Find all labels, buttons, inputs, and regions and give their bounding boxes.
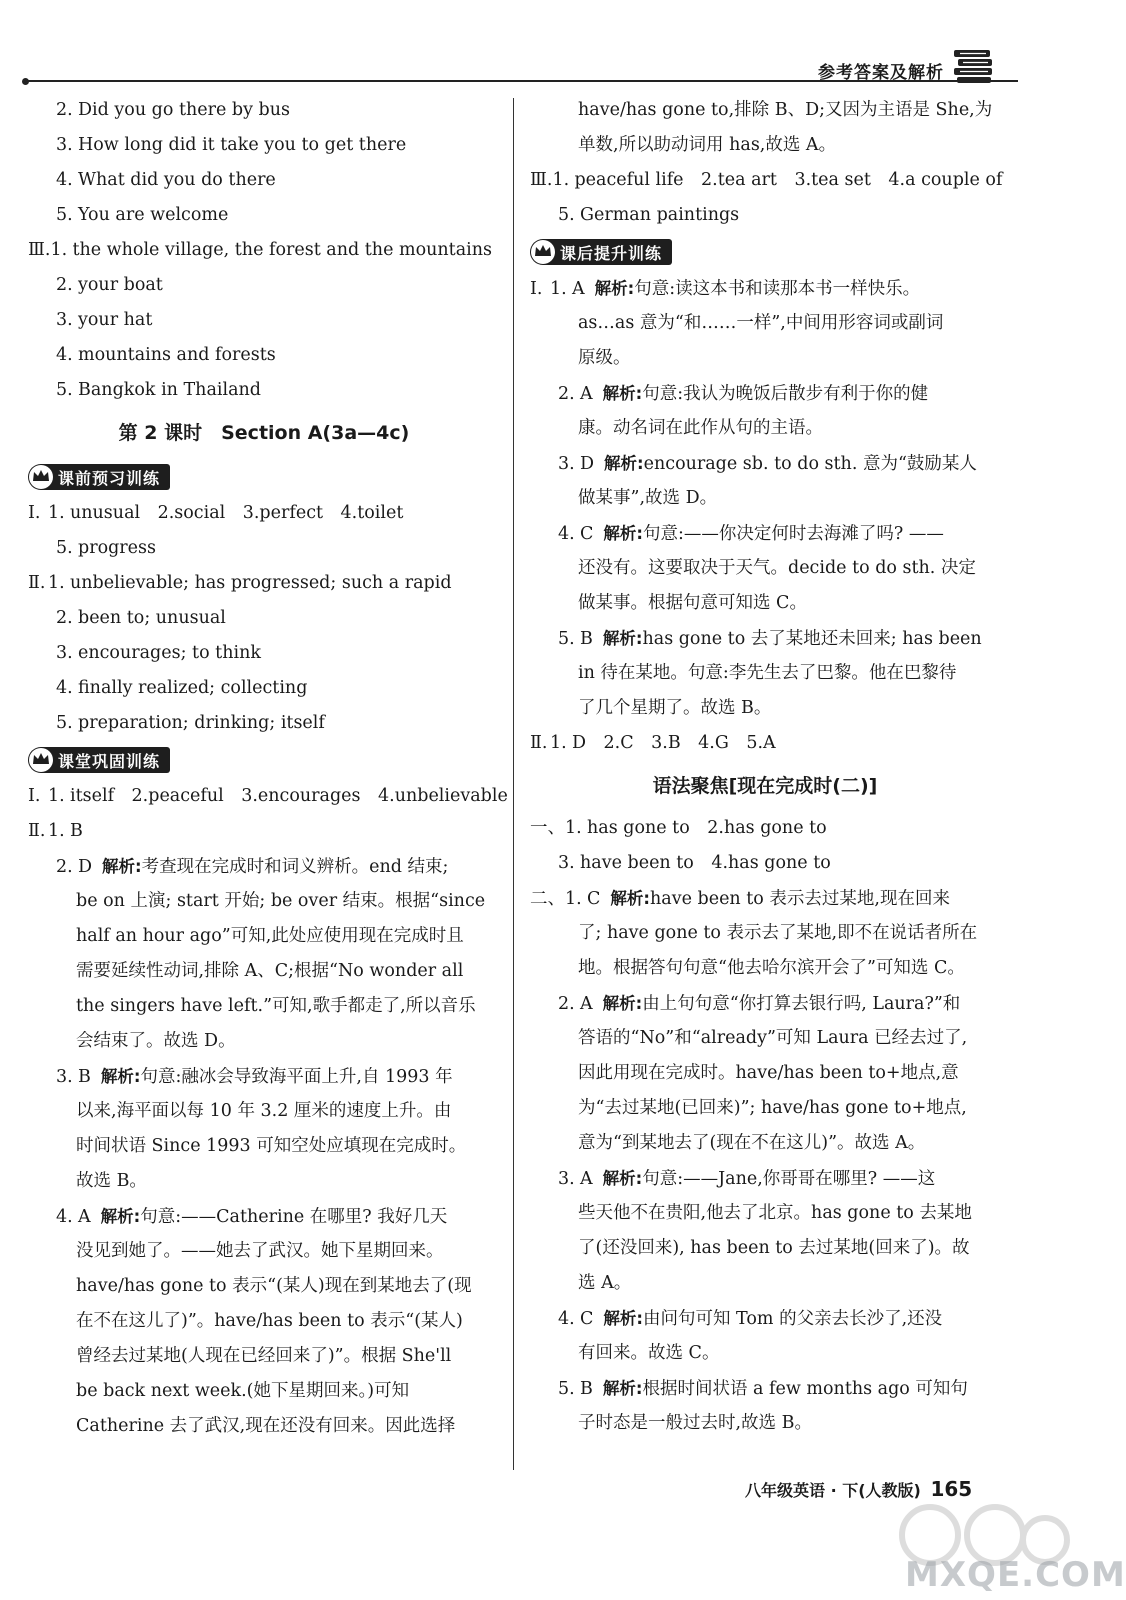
answer-item bbox=[28, 303, 500, 338]
analysis-label: 解析: bbox=[602, 629, 643, 648]
banner-text: 课前预习训练 bbox=[58, 468, 161, 488]
item-number: 4. bbox=[558, 524, 575, 544]
item-number: 3. bbox=[56, 135, 73, 155]
answer-item bbox=[530, 846, 1000, 881]
answer-item bbox=[28, 566, 500, 601]
item-number: 1. bbox=[550, 733, 567, 753]
answer-item bbox=[530, 726, 1000, 761]
answer-text: mountains and forests bbox=[78, 345, 276, 365]
item-number: 3. bbox=[56, 643, 73, 663]
answer-text: German paintings bbox=[580, 205, 740, 225]
section-numeral: Ⅰ. bbox=[28, 503, 41, 523]
answer-continuation: be back next week.(她下星期回来。)可知 bbox=[76, 1381, 410, 1401]
answer-item bbox=[530, 1161, 1000, 1196]
item-number: 3. bbox=[56, 310, 73, 330]
answer-continuation: 会结束了。故选 D。 bbox=[76, 1031, 236, 1051]
answer-continuation: the singers have left.”可知,歌手都走了,所以音乐 bbox=[76, 996, 476, 1016]
item-number: 4. bbox=[56, 345, 73, 365]
answer-continuation: 故选 B。 bbox=[76, 1171, 147, 1191]
item-number: 2. bbox=[56, 275, 73, 295]
section-numeral: Ⅲ. bbox=[530, 170, 553, 190]
answer-text: progress bbox=[78, 538, 156, 558]
answer-continuation: Catherine 去了武汉,现在还没有回来。因此选择 bbox=[76, 1416, 456, 1436]
answer-continuation: 了几个星期了。故选 B。 bbox=[578, 698, 772, 718]
answer-continuation: 做某事”,故选 D。 bbox=[578, 488, 718, 508]
banner-text: 课堂巩固训练 bbox=[58, 751, 161, 771]
answer-item bbox=[530, 811, 1000, 846]
crown-icon bbox=[530, 239, 556, 265]
item-number: 2. bbox=[56, 857, 73, 877]
answer-text: Bangkok in Thailand bbox=[78, 380, 261, 400]
answer-item bbox=[28, 636, 500, 671]
answer-text: unbelievable; has progressed; such a rapid bbox=[70, 573, 452, 593]
item-number: 5. bbox=[558, 629, 575, 649]
section-title: 语法聚焦[现在完成时(二)] bbox=[652, 775, 878, 797]
answer-text: How long did it take you to get there bbox=[78, 135, 407, 155]
analysis-text: 由上句句意“你打算去银行吗, Laura?”和 bbox=[642, 994, 961, 1014]
item-number: 1. bbox=[48, 821, 65, 841]
answer-text: has gone to 2.has gone to bbox=[587, 818, 827, 838]
item-number: 1. bbox=[550, 279, 567, 299]
answer-continuation: 做某事。根据句意可知选 C。 bbox=[578, 593, 807, 613]
section-banner bbox=[530, 233, 1000, 271]
item-number: 3. bbox=[558, 853, 575, 873]
analysis-label: 解析: bbox=[610, 889, 650, 908]
answer-text: D bbox=[580, 454, 595, 474]
answer-item bbox=[530, 376, 1000, 411]
answer-item bbox=[28, 233, 500, 268]
crown-icon bbox=[28, 747, 54, 773]
analysis-label: 解析: bbox=[603, 1309, 643, 1328]
section-title: 第 2 课时 Section A(3a—4c) bbox=[118, 422, 410, 444]
item-number: 3. bbox=[56, 1067, 73, 1087]
answer-item bbox=[530, 881, 1000, 916]
header-title: 参考答案及解析 bbox=[818, 63, 944, 83]
watermark-text: MXQE.COM bbox=[905, 1555, 1126, 1595]
analysis-label: 解析: bbox=[602, 384, 643, 403]
answer-continuation: 在不在这儿了)”。have/has been to 表示“(某人) bbox=[76, 1311, 463, 1331]
answer-item bbox=[28, 1059, 500, 1094]
item-number: 4. bbox=[56, 678, 73, 698]
analysis-label: 解析: bbox=[594, 279, 635, 298]
answer-text: your boat bbox=[78, 275, 163, 295]
answer-item bbox=[28, 671, 500, 706]
item-number: 4. bbox=[56, 1207, 73, 1227]
analysis-label: 解析: bbox=[102, 857, 142, 876]
item-number: 1. bbox=[552, 170, 570, 190]
answer-continuation: be on 上演; start 开始; be over 结束。根据“since bbox=[76, 891, 486, 911]
answer-text: Did you go there by bus bbox=[78, 100, 290, 120]
answer-item bbox=[530, 986, 1000, 1021]
item-number: 1. bbox=[48, 503, 65, 523]
banner-label-box bbox=[28, 464, 170, 490]
analysis-label: 解析: bbox=[602, 994, 643, 1013]
answer-text: encourages; to think bbox=[78, 643, 261, 663]
answer-continuation: 以来,海平面以每 10 年 3.2 厘米的速度上升。由 bbox=[76, 1101, 452, 1121]
section-numeral: Ⅱ. bbox=[28, 573, 46, 593]
section-numeral: Ⅱ. bbox=[530, 733, 548, 753]
answer-continuation: 康。动名词在此作从句的主语。 bbox=[578, 418, 823, 438]
answer-text: You are welcome bbox=[78, 205, 229, 225]
answer-text: your hat bbox=[78, 310, 153, 330]
answer-text: B bbox=[580, 1379, 593, 1399]
answer-continuation: 没见到她了。——她去了武汉。她下星期回来。 bbox=[76, 1241, 444, 1261]
answer-continuation: 时间状语 Since 1993 可知空处应填现在完成时。 bbox=[76, 1136, 467, 1156]
answer-item bbox=[28, 93, 500, 128]
analysis-text: 句意:我认为晚饭后散步有利于你的健 bbox=[642, 384, 929, 404]
answer-text: What did you do there bbox=[78, 170, 276, 190]
item-number: 1. bbox=[48, 573, 65, 593]
answer-text: A bbox=[580, 384, 593, 404]
answer-text: finally realized; collecting bbox=[78, 678, 308, 698]
section-numeral: Ⅲ. bbox=[28, 240, 51, 260]
answer-item bbox=[28, 779, 508, 814]
crown-icon bbox=[28, 464, 54, 490]
answer-item bbox=[530, 516, 1000, 551]
item-number: 3. bbox=[558, 1169, 575, 1189]
item-number: 2. bbox=[558, 994, 575, 1014]
answer-text: B bbox=[580, 629, 593, 649]
analysis-label: 解析: bbox=[602, 1379, 643, 1398]
answer-continuation: 子时态是一般过去时,故选 B。 bbox=[578, 1413, 812, 1433]
item-number: 3. bbox=[558, 454, 575, 474]
answer-continuation: 有回来。故选 C。 bbox=[578, 1343, 720, 1363]
answer-text: have been to 4.has gone to bbox=[580, 853, 831, 873]
answer-continuation: 了; have gone to 表示去了某地,即不在说话者所在 bbox=[578, 923, 978, 943]
item-number: 1. bbox=[565, 889, 582, 909]
answer-item bbox=[28, 601, 500, 636]
answer-text: B bbox=[78, 1067, 91, 1087]
answer-item bbox=[530, 163, 1003, 198]
answer-text: peaceful life 2.tea art 3.tea set 4.a couple of bbox=[574, 170, 1003, 190]
answer-text: been to; unusual bbox=[78, 608, 226, 628]
answer-text: C bbox=[580, 1309, 594, 1329]
page-number: 165 bbox=[930, 1477, 973, 1501]
item-number: 5. bbox=[56, 380, 73, 400]
answer-continuation: 单数,所以助动词用 has,故选 A。 bbox=[578, 135, 837, 155]
analysis-text: 考查现在完成时和词义辨析。end 结束; bbox=[141, 857, 449, 877]
answer-text: A bbox=[580, 994, 593, 1014]
answer-continuation: 了(还没回来), has been to 去过某地(回来了)。故 bbox=[578, 1238, 970, 1258]
section-numeral: Ⅱ. bbox=[28, 821, 46, 841]
answer-text: A bbox=[572, 279, 585, 299]
analysis-text: 句意:读这本书和读那本书一样快乐。 bbox=[634, 279, 921, 299]
answer-continuation: 为“去过某地(已回来)”; have/has gone to+地点, bbox=[578, 1098, 967, 1118]
item-number: 1. bbox=[48, 786, 65, 806]
section-numeral: Ⅰ. bbox=[530, 279, 543, 299]
answer-text: C bbox=[580, 524, 594, 544]
section-banner bbox=[28, 458, 500, 496]
answer-item bbox=[28, 706, 500, 741]
column-divider bbox=[513, 98, 514, 1470]
answer-item bbox=[28, 373, 500, 408]
section-numeral: 一、 bbox=[530, 818, 565, 838]
item-number: 4. bbox=[558, 1309, 575, 1329]
section-banner bbox=[28, 741, 500, 779]
answer-continuation: 原级。 bbox=[578, 348, 631, 368]
answer-text: C bbox=[587, 889, 601, 909]
answer-text: unusual 2.social 3.perfect 4.toilet bbox=[70, 503, 404, 523]
answer-item bbox=[530, 621, 1000, 656]
answer-item bbox=[28, 531, 500, 566]
analysis-text: have been to 表示去过某地,现在回来 bbox=[650, 889, 950, 909]
answer-continuation: as…as 意为“和……一样”,中间用形容词或副词 bbox=[578, 313, 944, 333]
footer-label: 八年级英语 · 下(人教版) bbox=[745, 1481, 921, 1500]
item-number: 4. bbox=[56, 170, 73, 190]
analysis-text: 句意:——Catherine 在哪里? 我好几天 bbox=[140, 1207, 448, 1227]
answer-item bbox=[28, 268, 500, 303]
answer-text: itself 2.peaceful 3.encourages 4.unbelievable bbox=[70, 786, 508, 806]
analysis-label: 解析: bbox=[602, 1169, 643, 1188]
analysis-label: 解析: bbox=[604, 454, 644, 473]
answer-continuation: half an hour ago”可知,此处应使用现在完成时且 bbox=[76, 926, 464, 946]
answer-text: D 2.C 3.B 4.G 5.A bbox=[572, 733, 776, 753]
answer-continuation: 需要延续性动词,排除 A、C;根据“No wonder all bbox=[76, 961, 464, 981]
analysis-text: has gone to 去了某地还未回来; has been bbox=[642, 629, 982, 649]
answer-item bbox=[530, 446, 1000, 481]
analysis-text: 句意:——Jane,你哥哥在哪里? ——这 bbox=[642, 1169, 936, 1189]
banner-text: 课后提升训练 bbox=[560, 243, 663, 263]
answer-item bbox=[28, 849, 500, 884]
section-numeral: 二、 bbox=[530, 889, 565, 909]
item-number: 2. bbox=[56, 100, 73, 120]
answer-item bbox=[28, 163, 500, 198]
answer-item bbox=[530, 1301, 1000, 1336]
answer-text: D bbox=[78, 857, 93, 877]
item-number: 5. bbox=[56, 713, 73, 733]
item-number: 5. bbox=[56, 205, 73, 225]
answer-continuation: 答语的“No”和“already”可知 Laura 已经去过了, bbox=[578, 1028, 968, 1048]
page-header bbox=[0, 0, 1091, 90]
answer-text: A bbox=[78, 1207, 91, 1227]
answer-text: A bbox=[580, 1169, 593, 1189]
answer-item bbox=[28, 198, 500, 233]
answer-item bbox=[530, 1371, 1000, 1406]
answer-continuation: 意为“到某地去了(现在不在这儿)”。故选 A。 bbox=[578, 1133, 926, 1153]
item-number: 2. bbox=[558, 384, 575, 404]
answer-continuation: 曾经去过某地(人现在已经回来了)”。根据 She'll bbox=[76, 1346, 452, 1366]
analysis-text: 由问句可知 Tom 的父亲去长沙了,还没 bbox=[643, 1309, 943, 1329]
answer-item bbox=[28, 814, 500, 849]
answer-continuation: 选 A。 bbox=[578, 1273, 632, 1293]
analysis-label: 解析: bbox=[100, 1067, 141, 1086]
answer-item bbox=[530, 271, 1000, 306]
banner-label-box bbox=[530, 239, 672, 265]
answer-continuation: 因此用现在完成时。have/has been to+地点,意 bbox=[578, 1063, 959, 1083]
answer-item bbox=[28, 338, 500, 373]
answer-continuation: 地。根据答句句意“他去哈尔滨开会了”可知选 C。 bbox=[578, 958, 965, 978]
books-icon bbox=[952, 46, 996, 84]
item-number: 1. bbox=[50, 240, 68, 260]
analysis-text: 根据时间状语 a few months ago 可知句 bbox=[642, 1379, 968, 1399]
analysis-text: 句意:融冰会导致海平面上升,自 1993 年 bbox=[140, 1067, 453, 1087]
analysis-label: 解析: bbox=[603, 524, 643, 543]
left-column bbox=[28, 93, 508, 1444]
answer-item bbox=[28, 128, 500, 163]
item-number: 1. bbox=[565, 818, 582, 838]
page-footer bbox=[745, 1477, 972, 1501]
answer-continuation: 还没有。这要取决于天气。decide to do sth. 决定 bbox=[578, 558, 976, 578]
answer-text: B bbox=[70, 821, 83, 841]
analysis-text: encourage sb. to do sth. 意为“鼓励某人 bbox=[643, 454, 977, 474]
item-number: 5. bbox=[558, 205, 575, 225]
banner-label-box bbox=[28, 747, 170, 773]
section-numeral: Ⅰ. bbox=[28, 786, 41, 806]
answer-continuation: have/has gone to 表示“(某人)现在到某地去了(现 bbox=[76, 1276, 472, 1296]
right-column bbox=[530, 93, 1003, 1441]
answer-continuation: 些天他不在贵阳,他去了北京。has gone to 去某地 bbox=[578, 1203, 972, 1223]
answer-item bbox=[28, 1199, 500, 1234]
answer-item bbox=[28, 496, 500, 531]
analysis-text: 句意:——你决定何时去海滩了吗? —— bbox=[643, 524, 944, 544]
answer-text: the whole village, the forest and the mountains bbox=[72, 240, 492, 260]
item-number: 5. bbox=[558, 1379, 575, 1399]
analysis-label: 解析: bbox=[100, 1207, 141, 1226]
answer-continuation: in 待在某地。句意:李先生去了巴黎。他在巴黎待 bbox=[578, 663, 957, 683]
answer-continuation: have/has gone to,排除 B、D;又因为主语是 She,为 bbox=[578, 100, 993, 120]
item-number: 2. bbox=[56, 608, 73, 628]
answer-text: preparation; drinking; itself bbox=[78, 713, 325, 733]
answer-item bbox=[530, 198, 1000, 233]
item-number: 5. bbox=[56, 538, 73, 558]
